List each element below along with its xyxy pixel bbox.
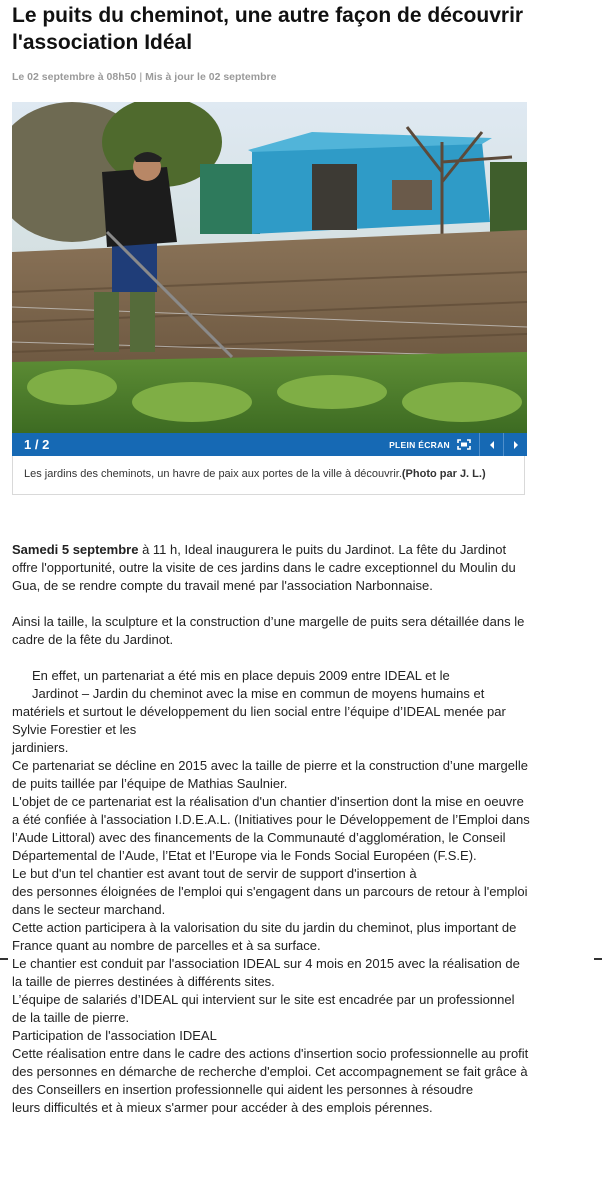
article-paragraph: Ainsi la taille, la sculpture et la construction d’une margelle de puits sera détaillée dans le cadre de la fête du Jardinot. [12,614,525,647]
article-paragraph: Cette action participera à la valorisation du site du jardin du cheminot, plus important de France quant au nombre de parcelles et à sa surface. [12,920,517,953]
page-edge-mark [594,958,602,960]
previous-slide-button[interactable] [479,433,503,456]
article-body [12,541,532,1117]
article-paragraph: Le but d'un tel chantier est avant tout de servir de support d'insertion à [12,866,417,881]
garden-photo-illustration [12,102,527,433]
updated-date: Mis à jour le 02 septembre [145,71,277,83]
article-meta [12,71,276,83]
article-paragraph: Ce partenariat se décline en 2015 avec la taille de pierre et la construction d’une margelle de puits taillée par l’équipe de Mathias Saulnier. [12,758,528,791]
chevron-left-icon [488,440,496,450]
lead-text: à 11 h, Ideal inaugurera le puits du Jardinot. La fête du Jardinot offre l'opportunité, outre la visite de ces jardins dans le cadre exceptionnel du Moulin du Gua, de se rendre compte du travail mené par l'association Narbonnaise. [12,542,516,593]
meta-separator: | [139,71,143,83]
article-paragraph: L'objet de ce partenariat est la réalisation d'un chantier d'insertion dont la mise en oeuvre a été confiée à l'association I.D.E.A.L. (Initiatives pour le Développement de l’Emploi dans l’Aude Littoral) avec des financements de la Communauté d’agglomération, le Conseil Départemental de l’Aude, l’Etat et l’Europe via le Fonds Social Européen (F.S.E). [12,794,530,863]
lead-paragraph [12,541,532,595]
article-paragraph: jardiniers. [12,740,69,755]
fullscreen-label: PLEIN ÉCRAN [389,439,450,450]
chevron-right-icon [512,440,520,450]
slideshow-controls [12,433,527,456]
article-subheading: Participation de l'association IDEAL [12,1028,217,1043]
article-paragraph [12,685,532,739]
fullscreen-icon [457,439,471,450]
lead-date: Samedi 5 septembre [12,542,139,557]
article-paragraph: L’équipe de salariés d’IDEAL qui intervient sur le site est encadrée par un professionnel de la taille de pierre. [12,992,515,1025]
article-paragraph: En effet, un partenariat a été mis en place depuis 2009 entre IDEAL et le [32,668,450,683]
photo-credit: (Photo par J. L.) [401,468,486,480]
photo-caption [12,456,525,495]
article-title: Le puits du cheminot, une autre façon de découvrir l'association Idéal [12,4,524,54]
article-paragraph-text: Jardinot – Jardin du cheminot avec la mise en commun de moyens humains et matériels et surtout le développement du lien social entre l’équipe d’IDEAL menée par Sylvie Forestier et les [12,686,506,737]
photo-slideshow [12,102,527,495]
published-date: Le 02 septembre à 08h50 [12,71,137,83]
article-paragraph: Le chantier est conduit par l'association IDEAL sur 4 mois en 2015 avec la réalisation de la taille de pierres destinées à différents sites. [12,956,520,989]
article-paragraph: des personnes éloignées de l'emploi qui s'engagent dans un parcours de retour à l'emploi dans le secteur marchand. [12,884,528,917]
fullscreen-button[interactable] [389,433,471,456]
slide-counter: 1 / 2 [24,437,50,452]
article-paragraph: leurs difficultés et à mieux s'armer pour accéder à des emplois pérennes. [12,1100,433,1115]
page-edge-mark [0,958,8,960]
article-paragraph: Cette réalisation entre dans le cadre des actions d'insertion socio professionnelle au profit des personnes en démarche de recherche d'emploi. Cet accompagnement se fait grâce à des Conseillers en insertion professionnelle qui aident les personnes à résoudre [12,1046,529,1097]
slideshow-photo[interactable] [12,102,527,433]
next-slide-button[interactable] [503,433,527,456]
caption-text: Les jardins des cheminots, un havre de paix aux portes de la ville à découvrir. [24,468,402,480]
